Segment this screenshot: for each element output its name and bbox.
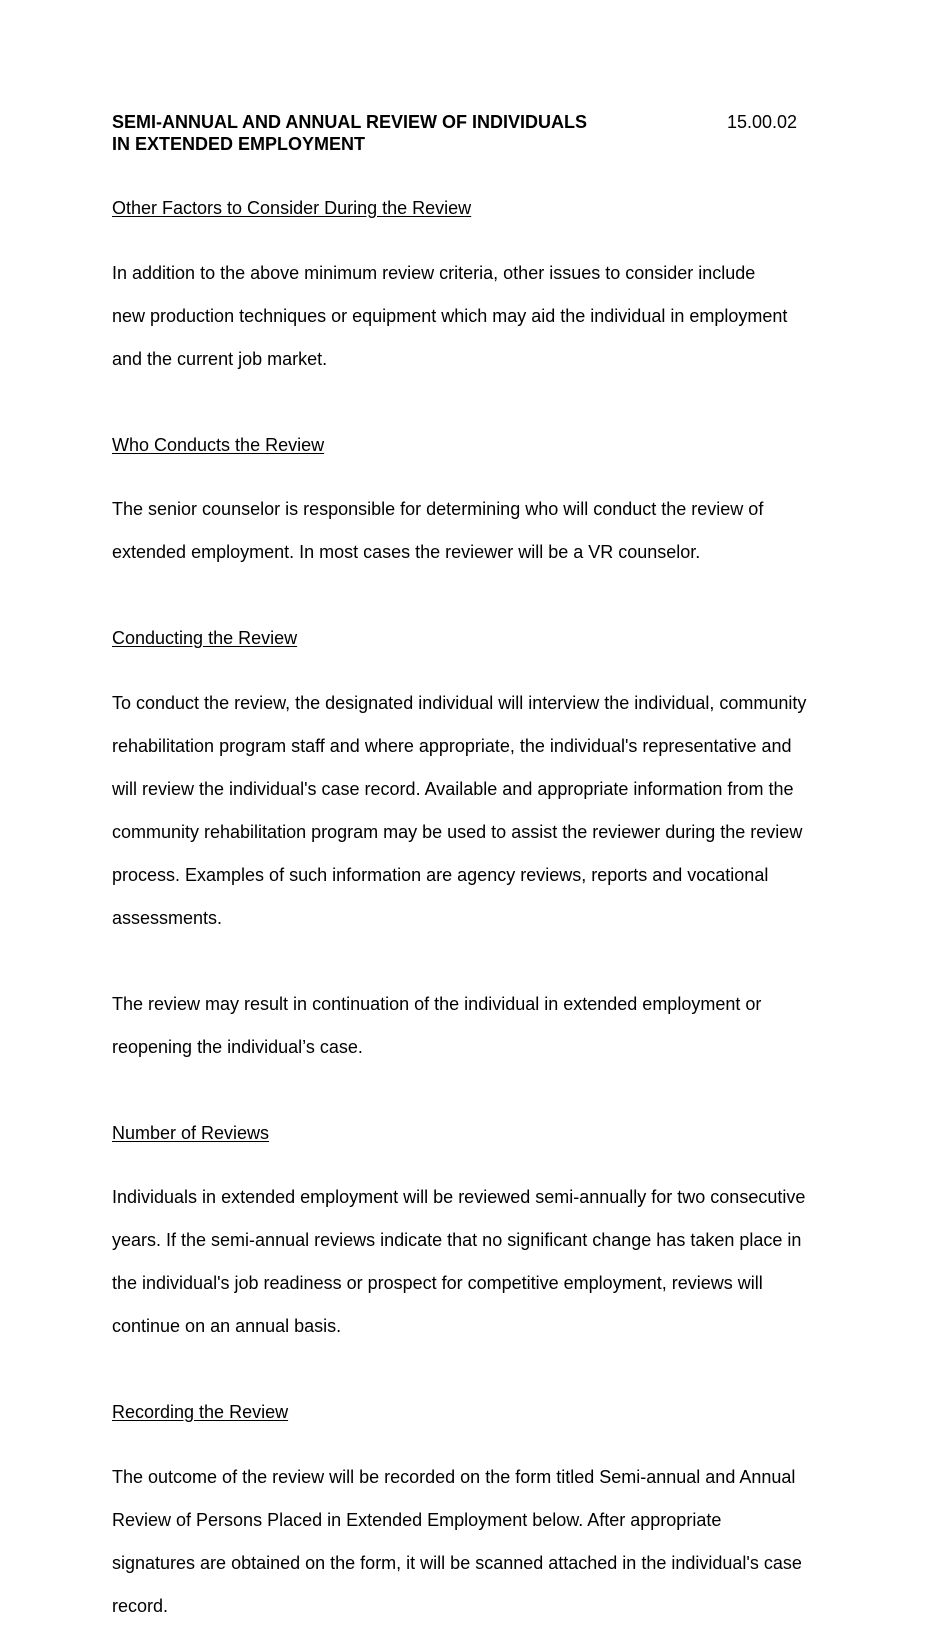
paragraph-line: new production techniques or equipment which may aid the individual in employment — [112, 305, 788, 326]
paragraph — [112, 1166, 842, 1360]
paragraph-line: rehabilitation program staff and where appropriate, the individual's representative and — [112, 735, 792, 756]
paragraph — [112, 972, 842, 1080]
document-title-line-2: IN EXTENDED EMPLOYMENT — [112, 133, 366, 154]
document-title-line-1: SEMI-ANNUAL AND ANNUAL REVIEW OF INDIVIDUALS — [112, 112, 588, 132]
paragraph-line: will review the individual's case record. Available and appropriate information from the — [112, 778, 794, 799]
paragraph-line: community rehabilitation program may be used to assist the reviewer during the review — [112, 821, 803, 842]
paragraph-line: The outcome of the review will be recorded on the form titled Semi-annual and Annual — [112, 1466, 796, 1487]
paragraph-line: assessments. — [112, 907, 223, 928]
section-heading: Number of Reviews — [112, 1122, 270, 1143]
paragraph-line: signatures are obtained on the form, it will be scanned attached in the individual's case — [112, 1552, 802, 1573]
paragraph-line: process. Examples of such information are agency reviews, reports and vocational — [112, 864, 769, 885]
section-heading: Conducting the Review — [112, 628, 298, 648]
document-header — [112, 112, 842, 155]
paragraph-line: reopening the individual’s case. — [112, 1036, 363, 1057]
section-conducting — [112, 628, 842, 1080]
document-page — [112, 112, 842, 1639]
paragraph-line: Review of Persons Placed in Extended Employment below. After appropriate — [112, 1509, 722, 1530]
paragraph-line: continue on an annual basis. — [112, 1316, 342, 1336]
paragraph-line: extended employment. In most cases the reviewer will be a VR counselor. — [112, 542, 701, 562]
section-recording — [112, 1402, 842, 1639]
paragraph-line: years. If the semi-annual reviews indicate that no significant change has taken place in — [112, 1230, 802, 1250]
paragraph-line: The senior counselor is responsible for determining who will conduct the review of — [112, 499, 764, 519]
section-heading: Recording the Review — [112, 1402, 289, 1422]
paragraph — [112, 478, 842, 586]
paragraph-line: and the current job market. — [112, 348, 328, 369]
paragraph — [112, 671, 842, 951]
paragraph-line: In addition to the above minimum review criteria, other issues to consider include — [112, 262, 756, 283]
paragraph-line: the individual's job readiness or prospect for competitive employment, reviews will — [112, 1273, 763, 1293]
paragraph-line: To conduct the review, the designated individual will interview the individual, community — [112, 692, 807, 713]
section-heading: Other Factors to Consider During the Review — [112, 198, 472, 218]
section-code: 15.00.02 — [727, 112, 798, 132]
section-who-conducts — [112, 435, 842, 586]
paragraph-line: The review may result in continuation of the individual in extended employment or — [112, 993, 762, 1014]
paragraph-line: Individuals in extended employment will be reviewed semi-annually for two consecutive — [112, 1187, 806, 1207]
section-number-of-reviews — [112, 1123, 842, 1360]
section-other-factors — [112, 198, 842, 392]
section-heading: Who Conducts the Review — [112, 434, 325, 455]
paragraph — [112, 241, 842, 392]
paragraph-line: record. — [112, 1595, 169, 1616]
paragraph — [112, 1445, 842, 1639]
